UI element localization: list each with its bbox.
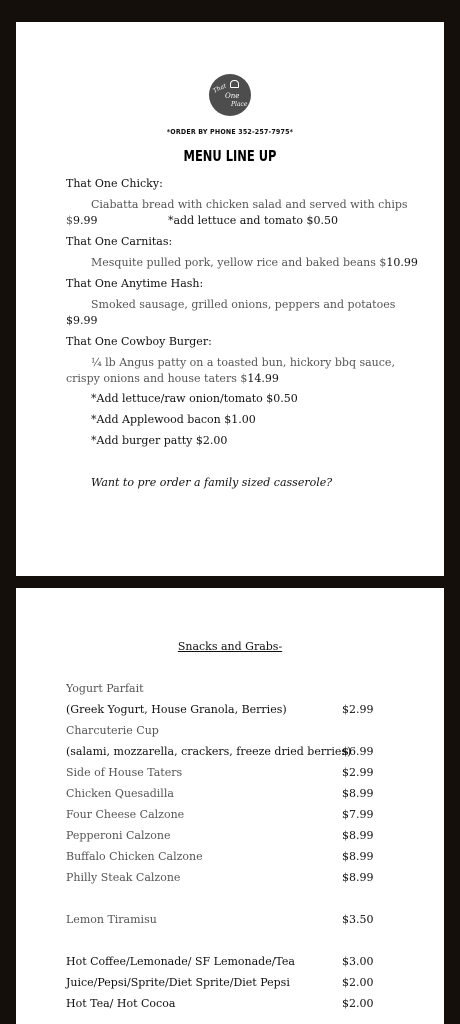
menu-row-price: $7.99 bbox=[342, 808, 374, 821]
menu-row-name: Charcuterie Cup bbox=[66, 724, 159, 737]
menu-row-price: $8.99 bbox=[342, 787, 374, 800]
item-price-hash: $9.99 bbox=[66, 314, 98, 327]
addon-patty: *Add burger patty $2.00 bbox=[91, 434, 228, 447]
menu-row-price: $6.99 bbox=[342, 745, 374, 758]
menu-row-name: (salami, mozzarella, crackers, freeze dried berries) bbox=[66, 745, 352, 758]
menu-row-price: $2.00 bbox=[342, 976, 374, 989]
menu-row-name: Juice/Pepsi/Sprite/Diet Sprite/Diet Pepsi bbox=[66, 976, 290, 989]
addon-lettuce: *Add lettuce/raw onion/tomato $0.50 bbox=[91, 392, 298, 405]
menu-title: MENU LINE UP bbox=[183, 147, 277, 165]
menu-row-name: Yogurt Parfait bbox=[66, 682, 144, 695]
item-price-chicky bbox=[66, 214, 98, 227]
logo-text-that: That bbox=[211, 82, 228, 95]
menu-row-name: Pepperoni Calzone bbox=[66, 829, 171, 842]
snacks-page bbox=[16, 588, 444, 1024]
desc-text: crispy onions and house taters $ bbox=[66, 372, 248, 385]
item-desc-hash: Smoked sausage, grilled onions, peppers and potatoes bbox=[91, 298, 396, 311]
menu-row-price: $8.99 bbox=[342, 850, 374, 863]
price-value: 14.99 bbox=[247, 372, 279, 385]
preorder-casserole: Want to pre order a family sized casserole? bbox=[91, 476, 333, 489]
price-value: 9.99 bbox=[73, 214, 98, 227]
menu-row-name: Philly Steak Calzone bbox=[66, 871, 181, 884]
item-desc-carnitas bbox=[91, 256, 418, 269]
menu-row-name: Four Cheese Calzone bbox=[66, 808, 185, 821]
item-name-hash: That One Anytime Hash: bbox=[66, 277, 204, 290]
item-name-carnitas: That One Carnitas: bbox=[66, 235, 173, 248]
desc-text: Mesquite pulled pork, yellow rice and baked beans $ bbox=[91, 256, 387, 269]
menu-lineup-page bbox=[16, 22, 444, 576]
item-note-chicky: *add lettuce and tomato $0.50 bbox=[168, 214, 339, 227]
price-value: 10.99 bbox=[386, 256, 418, 269]
logo-text-place: Place bbox=[231, 101, 248, 108]
menu-row-name: Lemon Tiramisu bbox=[66, 913, 157, 926]
item-name-cowboy: That One Cowboy Burger: bbox=[66, 335, 212, 348]
addon-bacon: *Add Applewood bacon $1.00 bbox=[91, 413, 256, 426]
order-by-phone: *ORDER BY PHONE 352-257-7975* bbox=[166, 128, 294, 136]
menu-row-name: Hot Tea/ Hot Cocoa bbox=[66, 997, 176, 1010]
menu-row-name: (Greek Yogurt, House Granola, Berries) bbox=[66, 703, 287, 716]
item-name-chicky: That One Chicky: bbox=[66, 177, 163, 190]
menu-row-name: Hot Coffee/Lemonade/ SF Lemonade/Tea bbox=[66, 955, 295, 968]
menu-row-price: $3.00 bbox=[342, 955, 374, 968]
item-desc-chicky: Ciabatta bread with chicken salad and served with chips bbox=[91, 198, 408, 211]
menu-row-price: $8.99 bbox=[342, 871, 374, 884]
menu-row-name: Side of House Taters bbox=[66, 766, 183, 779]
chef-hat-logo-icon bbox=[209, 74, 251, 116]
logo-text-one: One bbox=[225, 92, 240, 100]
item-desc-cowboy-2 bbox=[66, 372, 279, 385]
menu-row-price: $2.00 bbox=[342, 997, 374, 1010]
chef-hat-icon bbox=[230, 80, 239, 88]
menu-row-price: $2.99 bbox=[342, 703, 374, 716]
menu-row-price: $2.99 bbox=[342, 766, 374, 779]
menu-row-name: Chicken Quesadilla bbox=[66, 787, 174, 800]
price-symbol: $ bbox=[66, 214, 73, 227]
menu-row-price: $8.99 bbox=[342, 829, 374, 842]
menu-row-name: Buffalo Chicken Calzone bbox=[66, 850, 203, 863]
menu-row-price: $3.50 bbox=[342, 913, 374, 926]
snacks-title: Snacks and Grabs- bbox=[177, 640, 283, 653]
item-desc-cowboy-1: ¼ lb Angus patty on a toasted bun, hickory bbq sauce, bbox=[91, 356, 395, 369]
